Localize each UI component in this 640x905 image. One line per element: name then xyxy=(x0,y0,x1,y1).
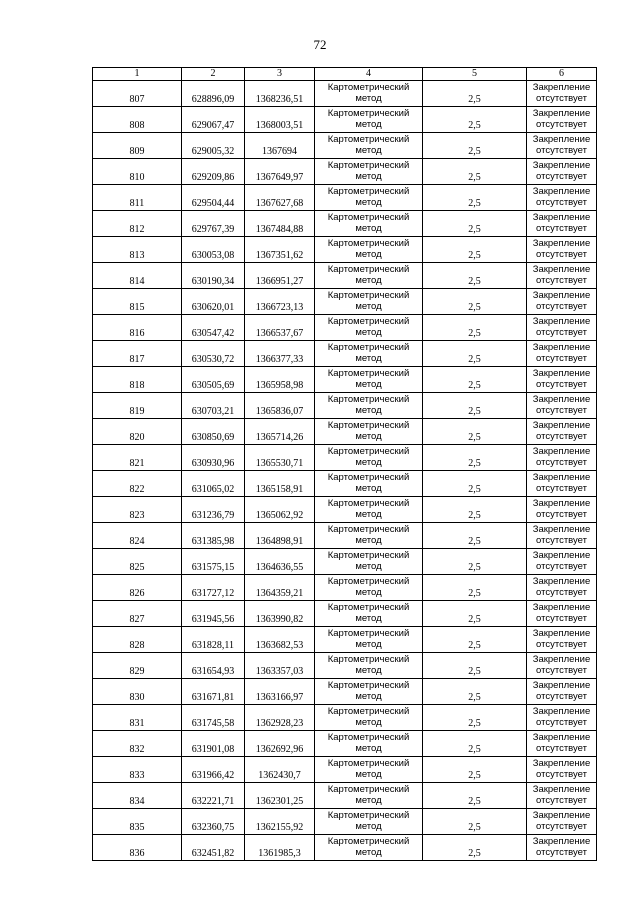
y-coordinate-cell: 1363357,03 xyxy=(245,653,315,679)
accuracy-cell: 2,5 xyxy=(423,445,527,471)
table-row xyxy=(93,289,597,315)
table-row xyxy=(93,653,597,679)
table-row xyxy=(93,341,597,367)
accuracy-cell: 2,5 xyxy=(423,731,527,757)
accuracy-cell: 2,5 xyxy=(423,575,527,601)
accuracy-cell: 2,5 xyxy=(423,107,527,133)
table-row xyxy=(93,679,597,705)
table-row xyxy=(93,757,597,783)
accuracy-cell: 2,5 xyxy=(423,289,527,315)
method-cell: Картометрический метод xyxy=(315,289,423,315)
y-coordinate-cell: 1365062,92 xyxy=(245,497,315,523)
method-cell: Картометрический метод xyxy=(315,185,423,211)
x-coordinate-cell: 632451,82 xyxy=(182,835,245,861)
method-cell: Картометрический метод xyxy=(315,263,423,289)
accuracy-cell: 2,5 xyxy=(423,523,527,549)
method-cell: Картометрический метод xyxy=(315,627,423,653)
y-coordinate-cell: 1366377,33 xyxy=(245,341,315,367)
point-number-cell: 830 xyxy=(93,679,182,705)
column-header: 4 xyxy=(315,68,423,81)
point-number-cell: 813 xyxy=(93,237,182,263)
fixing-cell: Закрепление отсутствует xyxy=(527,185,597,211)
y-coordinate-cell: 1368236,51 xyxy=(245,81,315,107)
fixing-cell: Закрепление отсутствует xyxy=(527,835,597,861)
point-number-cell: 828 xyxy=(93,627,182,653)
table-row xyxy=(93,419,597,445)
table-header-row xyxy=(93,68,597,81)
y-coordinate-cell: 1362155,92 xyxy=(245,809,315,835)
x-coordinate-cell: 629005,32 xyxy=(182,133,245,159)
x-coordinate-cell: 631828,11 xyxy=(182,627,245,653)
accuracy-cell: 2,5 xyxy=(423,627,527,653)
method-cell: Картометрический метод xyxy=(315,523,423,549)
method-cell: Картометрический метод xyxy=(315,393,423,419)
y-coordinate-cell: 1365836,07 xyxy=(245,393,315,419)
accuracy-cell: 2,5 xyxy=(423,679,527,705)
y-coordinate-cell: 1365714,26 xyxy=(245,419,315,445)
column-header: 6 xyxy=(527,68,597,81)
fixing-cell: Закрепление отсутствует xyxy=(527,81,597,107)
method-cell: Картометрический метод xyxy=(315,341,423,367)
x-coordinate-cell: 631654,93 xyxy=(182,653,245,679)
table-row xyxy=(93,263,597,289)
fixing-cell: Закрепление отсутствует xyxy=(527,523,597,549)
y-coordinate-cell: 1361985,3 xyxy=(245,835,315,861)
y-coordinate-cell: 1366723,13 xyxy=(245,289,315,315)
x-coordinate-cell: 630530,72 xyxy=(182,341,245,367)
y-coordinate-cell: 1368003,51 xyxy=(245,107,315,133)
accuracy-cell: 2,5 xyxy=(423,393,527,419)
method-cell: Картометрический метод xyxy=(315,601,423,627)
table-row xyxy=(93,315,597,341)
point-number-cell: 835 xyxy=(93,809,182,835)
accuracy-cell: 2,5 xyxy=(423,653,527,679)
y-coordinate-cell: 1363682,53 xyxy=(245,627,315,653)
point-number-cell: 807 xyxy=(93,81,182,107)
fixing-cell: Закрепление отсутствует xyxy=(527,341,597,367)
point-number-cell: 833 xyxy=(93,757,182,783)
point-number-cell: 816 xyxy=(93,315,182,341)
x-coordinate-cell: 631575,15 xyxy=(182,549,245,575)
method-cell: Картометрический метод xyxy=(315,575,423,601)
accuracy-cell: 2,5 xyxy=(423,315,527,341)
method-cell: Картометрический метод xyxy=(315,81,423,107)
accuracy-cell: 2,5 xyxy=(423,81,527,107)
x-coordinate-cell: 631745,58 xyxy=(182,705,245,731)
table-row xyxy=(93,705,597,731)
method-cell: Картометрический метод xyxy=(315,445,423,471)
accuracy-cell: 2,5 xyxy=(423,757,527,783)
x-coordinate-cell: 631966,42 xyxy=(182,757,245,783)
fixing-cell: Закрепление отсутствует xyxy=(527,133,597,159)
accuracy-cell: 2,5 xyxy=(423,783,527,809)
method-cell: Картометрический метод xyxy=(315,705,423,731)
method-cell: Картометрический метод xyxy=(315,731,423,757)
x-coordinate-cell: 631671,81 xyxy=(182,679,245,705)
table-row xyxy=(93,81,597,107)
table-row xyxy=(93,367,597,393)
accuracy-cell: 2,5 xyxy=(423,601,527,627)
x-coordinate-cell: 631236,79 xyxy=(182,497,245,523)
x-coordinate-cell: 630053,08 xyxy=(182,237,245,263)
point-number-cell: 812 xyxy=(93,211,182,237)
x-coordinate-cell: 630930,96 xyxy=(182,445,245,471)
accuracy-cell: 2,5 xyxy=(423,159,527,185)
point-number-cell: 809 xyxy=(93,133,182,159)
method-cell: Картометрический метод xyxy=(315,471,423,497)
table-row xyxy=(93,783,597,809)
x-coordinate-cell: 629504,44 xyxy=(182,185,245,211)
table-row xyxy=(93,211,597,237)
accuracy-cell: 2,5 xyxy=(423,705,527,731)
x-coordinate-cell: 632221,71 xyxy=(182,783,245,809)
point-number-cell: 820 xyxy=(93,419,182,445)
method-cell: Картометрический метод xyxy=(315,107,423,133)
point-number-cell: 815 xyxy=(93,289,182,315)
fixing-cell: Закрепление отсутствует xyxy=(527,107,597,133)
y-coordinate-cell: 1367484,88 xyxy=(245,211,315,237)
y-coordinate-cell: 1364898,91 xyxy=(245,523,315,549)
table-row xyxy=(93,393,597,419)
x-coordinate-cell: 631945,56 xyxy=(182,601,245,627)
fixing-cell: Закрепление отсутствует xyxy=(527,679,597,705)
point-number-cell: 825 xyxy=(93,549,182,575)
fixing-cell: Закрепление отсутствует xyxy=(527,705,597,731)
x-coordinate-cell: 628896,09 xyxy=(182,81,245,107)
fixing-cell: Закрепление отсутствует xyxy=(527,653,597,679)
table-row xyxy=(93,601,597,627)
point-number-cell: 834 xyxy=(93,783,182,809)
y-coordinate-cell: 1365158,91 xyxy=(245,471,315,497)
coordinates-table xyxy=(92,67,597,861)
x-coordinate-cell: 631065,02 xyxy=(182,471,245,497)
accuracy-cell: 2,5 xyxy=(423,835,527,861)
x-coordinate-cell: 630620,01 xyxy=(182,289,245,315)
point-number-cell: 818 xyxy=(93,367,182,393)
x-coordinate-cell: 629067,47 xyxy=(182,107,245,133)
y-coordinate-cell: 1367649,97 xyxy=(245,159,315,185)
fixing-cell: Закрепление отсутствует xyxy=(527,549,597,575)
x-coordinate-cell: 629767,39 xyxy=(182,211,245,237)
method-cell: Картометрический метод xyxy=(315,757,423,783)
page-number: 72 xyxy=(313,37,327,52)
x-coordinate-cell: 631727,12 xyxy=(182,575,245,601)
column-header: 2 xyxy=(182,68,245,81)
method-cell: Картометрический метод xyxy=(315,367,423,393)
accuracy-cell: 2,5 xyxy=(423,497,527,523)
accuracy-cell: 2,5 xyxy=(423,211,527,237)
point-number-cell: 810 xyxy=(93,159,182,185)
x-coordinate-cell: 630850,69 xyxy=(182,419,245,445)
method-cell: Картометрический метод xyxy=(315,133,423,159)
fixing-cell: Закрепление отсутствует xyxy=(527,757,597,783)
accuracy-cell: 2,5 xyxy=(423,367,527,393)
fixing-cell: Закрепление отсутствует xyxy=(527,497,597,523)
method-cell: Картометрический метод xyxy=(315,315,423,341)
table-row xyxy=(93,133,597,159)
table-row xyxy=(93,809,597,835)
fixing-cell: Закрепление отсутствует xyxy=(527,731,597,757)
method-cell: Картометрический метод xyxy=(315,419,423,445)
method-cell: Картометрический метод xyxy=(315,237,423,263)
fixing-cell: Закрепление отсутствует xyxy=(527,783,597,809)
fixing-cell: Закрепление отсутствует xyxy=(527,575,597,601)
accuracy-cell: 2,5 xyxy=(423,549,527,575)
accuracy-cell: 2,5 xyxy=(423,237,527,263)
table-row xyxy=(93,107,597,133)
fixing-cell: Закрепление отсутствует xyxy=(527,159,597,185)
table-row xyxy=(93,835,597,861)
method-cell: Картометрический метод xyxy=(315,211,423,237)
point-number-cell: 836 xyxy=(93,835,182,861)
accuracy-cell: 2,5 xyxy=(423,809,527,835)
fixing-cell: Закрепление отсутствует xyxy=(527,237,597,263)
accuracy-cell: 2,5 xyxy=(423,133,527,159)
y-coordinate-cell: 1367351,62 xyxy=(245,237,315,263)
table-row xyxy=(93,159,597,185)
x-coordinate-cell: 632360,75 xyxy=(182,809,245,835)
point-number-cell: 823 xyxy=(93,497,182,523)
point-number-cell: 826 xyxy=(93,575,182,601)
y-coordinate-cell: 1362692,96 xyxy=(245,731,315,757)
method-cell: Картометрический метод xyxy=(315,835,423,861)
table-row xyxy=(93,549,597,575)
y-coordinate-cell: 1363166,97 xyxy=(245,679,315,705)
table-row xyxy=(93,497,597,523)
table-row xyxy=(93,185,597,211)
point-number-cell: 821 xyxy=(93,445,182,471)
table-body xyxy=(93,68,597,861)
point-number-cell: 824 xyxy=(93,523,182,549)
fixing-cell: Закрепление отсутствует xyxy=(527,445,597,471)
accuracy-cell: 2,5 xyxy=(423,419,527,445)
y-coordinate-cell: 1365958,98 xyxy=(245,367,315,393)
fixing-cell: Закрепление отсутствует xyxy=(527,627,597,653)
table-row xyxy=(93,445,597,471)
y-coordinate-cell: 1363990,82 xyxy=(245,601,315,627)
x-coordinate-cell: 631385,98 xyxy=(182,523,245,549)
point-number-cell: 811 xyxy=(93,185,182,211)
method-cell: Картометрический метод xyxy=(315,497,423,523)
table-row xyxy=(93,237,597,263)
accuracy-cell: 2,5 xyxy=(423,341,527,367)
point-number-cell: 819 xyxy=(93,393,182,419)
table-row xyxy=(93,575,597,601)
column-header: 5 xyxy=(423,68,527,81)
accuracy-cell: 2,5 xyxy=(423,263,527,289)
point-number-cell: 822 xyxy=(93,471,182,497)
point-number-cell: 829 xyxy=(93,653,182,679)
point-number-cell: 814 xyxy=(93,263,182,289)
column-header: 3 xyxy=(245,68,315,81)
table-row xyxy=(93,731,597,757)
y-coordinate-cell: 1367627,68 xyxy=(245,185,315,211)
y-coordinate-cell: 1365530,71 xyxy=(245,445,315,471)
method-cell: Картометрический метод xyxy=(315,549,423,575)
x-coordinate-cell: 630505,69 xyxy=(182,367,245,393)
x-coordinate-cell: 630703,21 xyxy=(182,393,245,419)
y-coordinate-cell: 1367694 xyxy=(245,133,315,159)
fixing-cell: Закрепление отсутствует xyxy=(527,419,597,445)
table-row xyxy=(93,471,597,497)
fixing-cell: Закрепление отсутствует xyxy=(527,809,597,835)
x-coordinate-cell: 629209,86 xyxy=(182,159,245,185)
accuracy-cell: 2,5 xyxy=(423,471,527,497)
x-coordinate-cell: 630547,42 xyxy=(182,315,245,341)
fixing-cell: Закрепление отсутствует xyxy=(527,471,597,497)
table-row xyxy=(93,523,597,549)
fixing-cell: Закрепление отсутствует xyxy=(527,393,597,419)
y-coordinate-cell: 1362430,7 xyxy=(245,757,315,783)
point-number-cell: 808 xyxy=(93,107,182,133)
fixing-cell: Закрепление отсутствует xyxy=(527,263,597,289)
fixing-cell: Закрепление отсутствует xyxy=(527,211,597,237)
fixing-cell: Закрепление отсутствует xyxy=(527,289,597,315)
y-coordinate-cell: 1364636,55 xyxy=(245,549,315,575)
x-coordinate-cell: 631901,08 xyxy=(182,731,245,757)
y-coordinate-cell: 1366537,67 xyxy=(245,315,315,341)
fixing-cell: Закрепление отсутствует xyxy=(527,601,597,627)
method-cell: Картометрический метод xyxy=(315,679,423,705)
accuracy-cell: 2,5 xyxy=(423,185,527,211)
x-coordinate-cell: 630190,34 xyxy=(182,263,245,289)
method-cell: Картометрический метод xyxy=(315,809,423,835)
method-cell: Картометрический метод xyxy=(315,783,423,809)
y-coordinate-cell: 1366951,27 xyxy=(245,263,315,289)
column-header: 1 xyxy=(93,68,182,81)
fixing-cell: Закрепление отсутствует xyxy=(527,315,597,341)
y-coordinate-cell: 1362301,25 xyxy=(245,783,315,809)
y-coordinate-cell: 1362928,23 xyxy=(245,705,315,731)
method-cell: Картометрический метод xyxy=(315,653,423,679)
table-row xyxy=(93,627,597,653)
point-number-cell: 817 xyxy=(93,341,182,367)
point-number-cell: 832 xyxy=(93,731,182,757)
point-number-cell: 827 xyxy=(93,601,182,627)
fixing-cell: Закрепление отсутствует xyxy=(527,367,597,393)
point-number-cell: 831 xyxy=(93,705,182,731)
y-coordinate-cell: 1364359,21 xyxy=(245,575,315,601)
method-cell: Картометрический метод xyxy=(315,159,423,185)
